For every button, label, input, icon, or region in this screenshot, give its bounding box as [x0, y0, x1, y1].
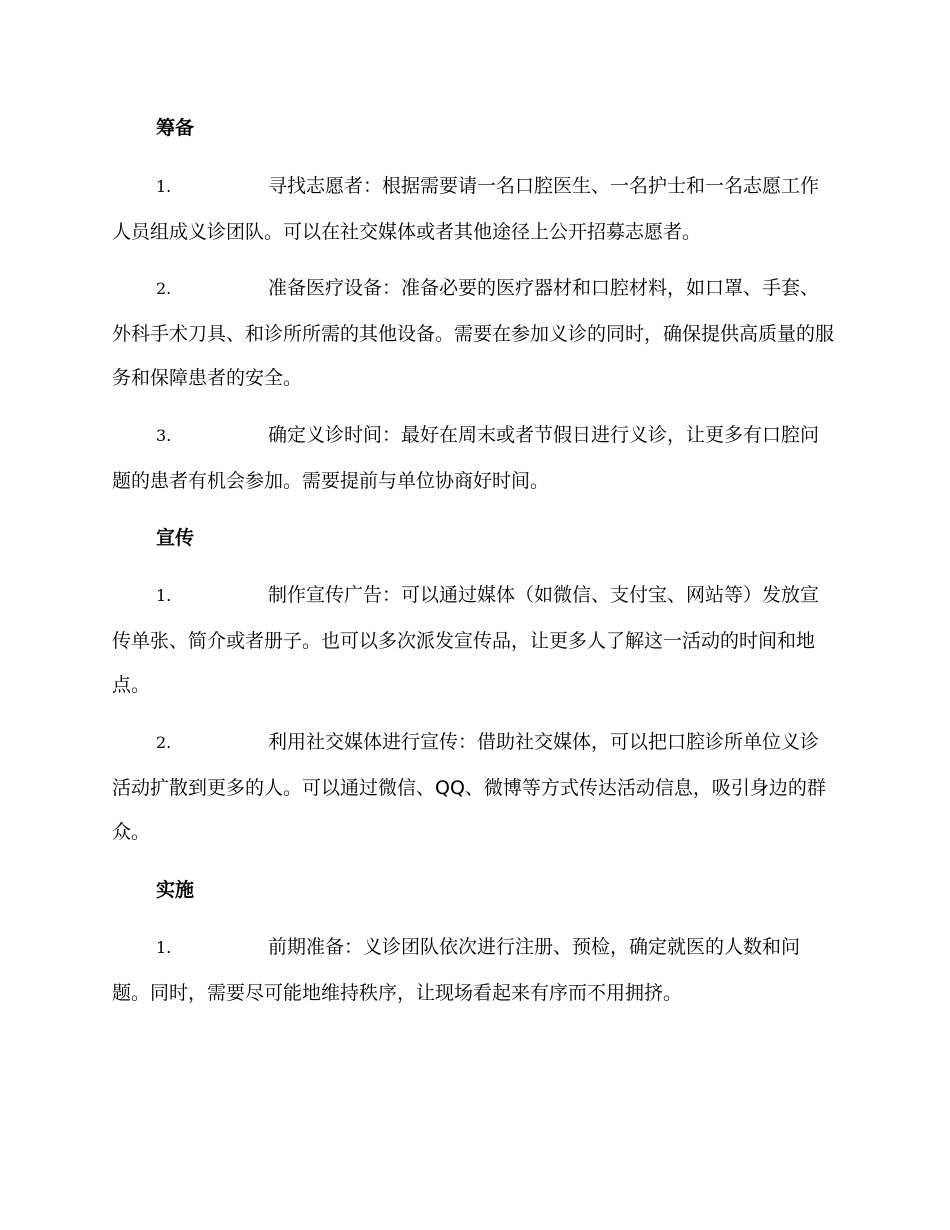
item-number: 3. [156, 426, 172, 445]
list-item [112, 925, 834, 1015]
item-text: 利用社交媒体进行宣传：借助社交媒体，可以把口腔诊所单位义诊活动扩散到更多的人。可以通过微信、QQ、微博等方式传达活动信息，吸引身边的群众。 [112, 731, 826, 843]
item-number: 2. [156, 279, 172, 298]
list-item [112, 720, 834, 855]
list-item [112, 413, 834, 503]
item-text: 前期准备：义诊团队依次进行注册、预检，确定就医的人数和问题。同时，需要尽可能地维持秩序，让现场看起来有序而不用拥挤。 [112, 936, 801, 1004]
item-text: 制作宣传广告：可以通过媒体（如微信、支付宝、网站等）发放宣传单张、简介或者册子。也可以多次派发宣传品，让更多人了解这一活动的时间和地点。 [112, 584, 820, 696]
section-heading: 宣传 [156, 527, 195, 549]
item-text: 确定义诊时间：最好在周末或者节假日进行义诊，让更多有口腔问题的患者有机会参加。需要提前与单位协商好时间。 [112, 424, 820, 492]
item-number: 1. [156, 177, 172, 196]
item-number: 2. [156, 733, 172, 752]
item-text: 寻找志愿者：根据需要请一名口腔医生、一名护士和一名志愿工作人员组成义诊团队。可以在社交媒体或者其他途径上公开招募志愿者。 [112, 175, 820, 243]
list-item [112, 573, 834, 708]
item-number: 1. [156, 586, 172, 605]
item-text: 准备医疗设备：准备必要的医疗器材和口腔材料，如口罩、手套、外科手术刀具、和诊所所需的其他设备。需要在参加义诊的同时，确保提供高质量的服务和保障患者的安全。 [112, 277, 835, 389]
list-item [112, 266, 834, 401]
list-item [112, 164, 834, 254]
section-heading: 实施 [156, 879, 195, 901]
item-number: 1. [156, 938, 172, 957]
section-heading: 筹备 [156, 117, 195, 139]
